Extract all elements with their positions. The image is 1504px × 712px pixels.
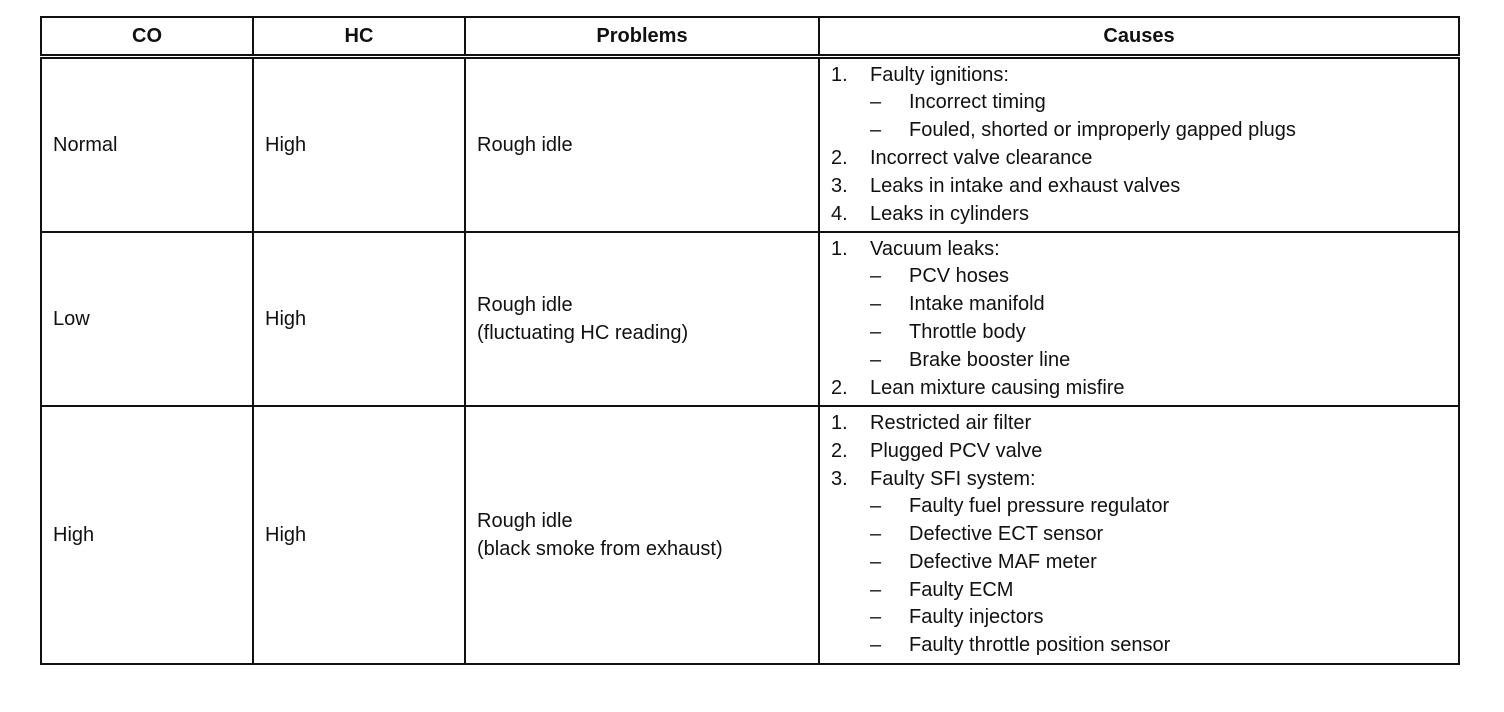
- header-co: CO: [41, 17, 253, 57]
- dash-bullet: –: [870, 523, 882, 546]
- cause-number: 1.: [831, 237, 848, 260]
- sub-cause-text: Fouled, shorted or improperly gapped plugs: [909, 119, 1296, 142]
- dash-bullet: –: [870, 550, 882, 573]
- cause-item: [831, 201, 1447, 229]
- sub-cause-item: [870, 117, 1447, 145]
- cause-number: 1.: [831, 411, 848, 434]
- cause-number: 3.: [831, 174, 848, 197]
- dash-bullet: –: [870, 265, 882, 288]
- cause-item: [831, 410, 1447, 438]
- sub-cause-item: [870, 347, 1447, 375]
- dash-bullet: –: [870, 606, 882, 629]
- cause-text: Faulty ignitions:: [870, 63, 1009, 86]
- sub-cause-list: [870, 263, 1447, 374]
- dash-bullet: –: [870, 348, 882, 371]
- cause-item: [831, 236, 1447, 375]
- table-row: [41, 57, 1459, 233]
- table-row: [41, 406, 1459, 664]
- co-cell: High: [41, 406, 253, 664]
- sub-cause-text: Incorrect timing: [909, 91, 1046, 114]
- hc-cell: High: [253, 406, 465, 664]
- problem-cell: [465, 57, 819, 233]
- cause-number: 2.: [831, 376, 848, 399]
- sub-cause-item: [870, 549, 1447, 577]
- cause-text: Leaks in cylinders: [870, 202, 1029, 225]
- cause-text: Vacuum leaks:: [870, 237, 1000, 260]
- causes-list: [831, 62, 1447, 229]
- dash-bullet: –: [870, 495, 882, 518]
- cause-item: [831, 438, 1447, 466]
- cause-text: Restricted air filter: [870, 411, 1032, 434]
- cause-text: Incorrect valve clearance: [870, 147, 1093, 169]
- sub-cause-item: [870, 577, 1447, 605]
- sub-cause-text: Defective MAF meter: [909, 550, 1097, 573]
- cause-item: [831, 173, 1447, 201]
- sub-cause-text: Faulty throttle position sensor: [909, 634, 1171, 657]
- hc-cell: High: [253, 57, 465, 233]
- cause-text: Plugged PCV valve: [870, 439, 1043, 462]
- sub-cause-text: Faulty injectors: [909, 606, 1044, 629]
- cause-item: [831, 145, 1447, 173]
- sub-cause-list: [870, 89, 1447, 145]
- header-problems: Problems: [465, 17, 819, 57]
- problem-detail: (black smoke from exhaust): [477, 538, 723, 560]
- causes-list: [831, 410, 1447, 660]
- sub-cause-item: [870, 263, 1447, 291]
- problem-cell: [465, 406, 819, 664]
- sub-cause-item: [870, 493, 1447, 521]
- problem-cell: [465, 232, 819, 406]
- sub-cause-text: Faulty ECM: [909, 578, 1014, 601]
- cause-number: 2.: [831, 147, 848, 169]
- causes-list: [831, 236, 1447, 403]
- cause-item: [831, 466, 1447, 661]
- sub-cause-item: [870, 319, 1447, 347]
- co-cell: Low: [41, 232, 253, 406]
- cause-number: 4.: [831, 202, 848, 225]
- cause-number: 1.: [831, 63, 848, 86]
- sub-cause-item: [870, 291, 1447, 319]
- cause-number: 2.: [831, 439, 848, 462]
- dash-bullet: –: [870, 578, 882, 601]
- sub-cause-item: [870, 521, 1447, 549]
- causes-cell: [819, 406, 1459, 664]
- dash-bullet: –: [870, 293, 882, 316]
- table-row: [41, 232, 1459, 406]
- dash-bullet: –: [870, 634, 882, 657]
- sub-cause-text: Faulty fuel pressure regulator: [909, 495, 1170, 518]
- problem-detail: (fluctuating HC reading): [477, 322, 689, 344]
- sub-cause-text: PCV hoses: [909, 265, 1010, 288]
- dash-bullet: –: [870, 119, 882, 142]
- cause-item: [831, 62, 1447, 145]
- sub-cause-text: Defective ECT sensor: [909, 523, 1104, 546]
- sub-cause-list: [870, 493, 1447, 660]
- problem-text: Rough idle: [477, 294, 573, 316]
- problem-text: Rough idle: [477, 134, 573, 156]
- hc-cell: High: [253, 232, 465, 406]
- causes-cell: [819, 57, 1459, 233]
- co-cell: Normal: [41, 57, 253, 233]
- sub-cause-text: Throttle body: [909, 321, 1026, 343]
- sub-cause-item: [870, 89, 1447, 117]
- dash-bullet: –: [870, 321, 882, 343]
- sub-cause-text: Brake booster line: [909, 348, 1071, 371]
- sub-cause-text: Intake manifold: [909, 293, 1045, 316]
- causes-cell: [819, 232, 1459, 406]
- cause-item: [831, 375, 1447, 403]
- sub-cause-item: [870, 632, 1447, 660]
- dash-bullet: –: [870, 91, 882, 114]
- sub-cause-item: [870, 604, 1447, 632]
- problem-text: Rough idle: [477, 510, 573, 532]
- header-causes: Causes: [819, 17, 1459, 57]
- diagnosis-table: [40, 16, 1460, 665]
- header-hc: HC: [253, 17, 465, 57]
- cause-text: Lean mixture causing misfire: [870, 376, 1125, 399]
- cause-number: 3.: [831, 467, 848, 490]
- cause-text: Leaks in intake and exhaust valves: [870, 174, 1181, 197]
- header-row: [41, 17, 1459, 57]
- cause-text: Faulty SFI system:: [870, 467, 1036, 490]
